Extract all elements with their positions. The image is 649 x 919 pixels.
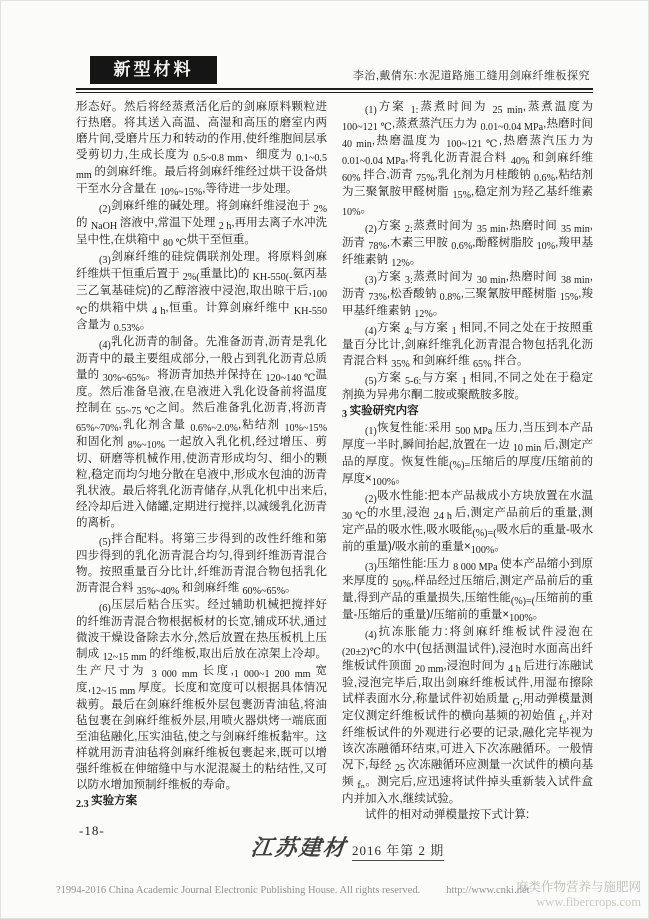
body-paragraph: (3)方案 3:蒸煮时间为 30 min,热磨时间 38 min,沥青 73%,松香酸钠 0.8%,三聚氰胺甲醛树脂 15%,羧甲基纤维素钠 12%。	[342, 271, 593, 320]
body-paragraph: (5)拌合配料。将第三步得到的改性纤维和第四步得到的乳化沥青混合均匀,得到纤维沥青混合物。按照重量百分比计,纤维沥青混合物包括乳化沥青混合料 35%~40% 和剑麻纤维 60%~65%。	[76, 533, 327, 597]
column-badge: 新型材料	[90, 56, 217, 84]
body-paragraph: 形态好。然后将经蒸煮活化后的剑麻原料颗粒进行热磨。将其送入高温、高湿和高压的磨室内两磨片间,受磨片压力和转动的作用,使纤维胞间层承受剪切力,生成长度为 0.5~0.8 mm、细度为 0.1~0.5 mm 的剑麻纤维。最后将剑麻纤维经过烘干设备烘干至水分含量在 10%~15%,等待进一步处理。	[76, 101, 328, 198]
section-heading: 3 实验研究内容	[342, 405, 419, 420]
body-paragraph: (6)压层后粘合压实。经过辅助机械把搅拌好的纤维沥青混合物根据板材的长宽,铺成环状,通过微波干燥设备除去水分,然后放置在热压板机上压制成 12~15 mm 的纤维板,取出后放在凉架上冷却。生产尺寸为 3 000 mm 长度,1 000~1 200 mm 宽度,12~15 mm 厚度。长度和宽度可以根据具体情况裁剪。最后在剑麻纤维板外层包裹沥青油毡,将油毡包裹在剑麻纤维板外层,用喷火器烘烤一端底面至油毡融化,压实油毡,使之与剑麻纤维板黏牢。这样就用沥青油毡将剑麻纤维板包裹起来,既可以增强纤维板在伸缩缝中与水泥混凝土的粘结性,又可以防水增加预制纤维板的寿命。	[76, 599, 327, 791]
copyright-text: ?1994-2016 China Academic Journal Electronic Publishing House. All rights reserved.	[56, 885, 421, 896]
body-paragraph: (3)压缩性能:压力 8 000 MPa 使本产品缩小到原来厚度的 50%,样品经过压缩后,测定产品前后的重量,得到产品的重量损失,压缩性能(%)=(压缩前的重量-压缩后的重量)/压缩前的重量×100%。	[342, 558, 593, 624]
watermark	[516, 880, 641, 910]
running-title: 李治,戴倩东:水泥道路施工缝用剑麻纤维板探究	[352, 70, 590, 82]
right-column	[342, 99, 593, 835]
watermark-site-name: 麻类作物营养与施肥网	[515, 880, 641, 894]
body-paragraph: (2)吸水性能:把本产品裁成小方块放置在水温 30 ℃的水里,浸泡 24 h 后,测定产品前后的重量,测定产品的吸水性,吸水吸能(%)=(吸水后的重量-吸水前的重量)/吸水前的重量×100%。	[342, 490, 593, 556]
left-column	[76, 99, 327, 835]
cnki-url: http://www.cnki.net	[446, 885, 530, 896]
journal-issue: 2016 年第 2 期	[352, 840, 444, 861]
body-paragraph: (5)方案 5-6:与方案 1 相同,不同之处在于稳定剂换为异弗尔酮二胺或聚酰胺多胺。	[342, 372, 593, 401]
body-paragraph: (1)恢复性能:采用 500 MPa 压力,当压到本产品厚度一半时,瞬间抬起,放置在一边 10 min 后,测定产品的厚度。恢复性能(%)=压缩后的厚度/压缩前的厚度×100%。	[342, 422, 593, 488]
header-divider	[76, 88, 593, 93]
watermark-site-url: www.fibercrops.com	[536, 895, 641, 909]
page-number: -18-	[79, 823, 105, 838]
body-paragraph: (4)方案 4:与方案 1 相同,不同之处在于按照重量百分比计,剑麻纤维乳化沥青混合物包括乳化沥青混合料 35% 和剑麻纤维 65% 拌合。	[342, 322, 593, 370]
article-body	[76, 99, 593, 835]
body-paragraph: (4)抗冻胀能力:将剑麻纤维板试件浸泡在(20±2)℃的水中(包括测温试件),浸泡时水面高出纤维板试件顶面 20 mm,浸泡时间为 4 h 后进行冻融试验,浸泡完毕后,取出剑麻纤维板试件,用湿布擦除试样表面水分,称量试件初始质量 G;用动弹模量测定仪测定纤维板试件的横向基频的初始值 f₀,并对纤维板试件的外观进行必要的记录,融化完毕视为该次冻融循环结束,可进入下次冻融循环。一般情况下,每经 25 次冻融循环应测量一次试件的横向基频 fₙ。测完后,应迅速将试件掉头重新装入试件盒内并加入水,继续试验。	[342, 626, 593, 805]
body-paragraph: (1)方案 1:蒸煮时间为 25 min,蒸煮温度为 100~121 ℃,蒸煮蒸汽压力为 0.01~0.04 MPa,热磨时间 40 min,热磨温度为 100~121 ℃,热磨蒸汽压力为 0.01~0.04 MPa,将乳化沥青混合料 40% 和剑麻纤维 60% 拌合,沥青 75%,乳化剂为月桂酸钠 0.6%,粘结剂为三聚氰胺甲醛树脂 15%,稳定剂为羟乙基纤维素 10%。	[342, 101, 593, 218]
body-paragraph: (2)方案 2:蒸煮时间为 35 min,热磨时间 35 min,沥青 78%,木素三甲胺 0.6%,酚醛树脂胶 10%,羧甲基纤维素钠 12%。	[342, 220, 593, 269]
journal-logo: 江苏建材	[249, 835, 349, 860]
body-paragraph: 试件的相对动弹模量按下式计算:	[365, 809, 530, 821]
body-paragraph: (4)乳化沥青的制备。先准备沥青,沥青是乳化沥青中的最主要组成部分,一般占到乳化沥青总质量的 30%~65%。将沥青加热并保持在 120~140 ℃温度。然后准备皂液,在皂液进入乳化设备前将温度控制在 55~75 ℃之间。然后准备乳化沥青,将沥青 65%~70%,乳化剂含量 0.6%~2.0%,粘结剂 10%~15% 和固化剂 8%~10% 一起放入乳化机,经过增压、剪切、研磨等机械作用,使沥青形成均匀、细小的颗粒,稳定而均匀地分散在皂液中,形成水包油的沥青乳状液。最后将乳化沥青储存,从乳化机中出来后,经冷却后进入储罐,定期进行搅拌,以减缓乳化沥青的离析。	[76, 336, 328, 529]
section-heading: 2.3 实验方案	[76, 795, 138, 810]
body-paragraph: (3)剑麻纤维的硅烷偶联剂处理。将原料剑麻纤维烘干恒重后置于 2%(重量比)的 KH-550(-氨丙基三乙氧基硅烷)的乙醇溶液中浸泡,取出晾干后,100 ℃的烘箱中烘 4 h,恒重。计算剑麻纤维中 KH-550 含量为 0.53%。	[76, 251, 328, 334]
body-paragraph: (2)剑麻纤维的碱处理。将剑麻纤维浸泡于 2%的 NaOH 溶液中,常温下处理 2 h,再用去离子水冲洗呈中性,在烘箱中 80 ℃烘干至恒重。	[76, 200, 328, 249]
journal-footer	[251, 831, 444, 862]
